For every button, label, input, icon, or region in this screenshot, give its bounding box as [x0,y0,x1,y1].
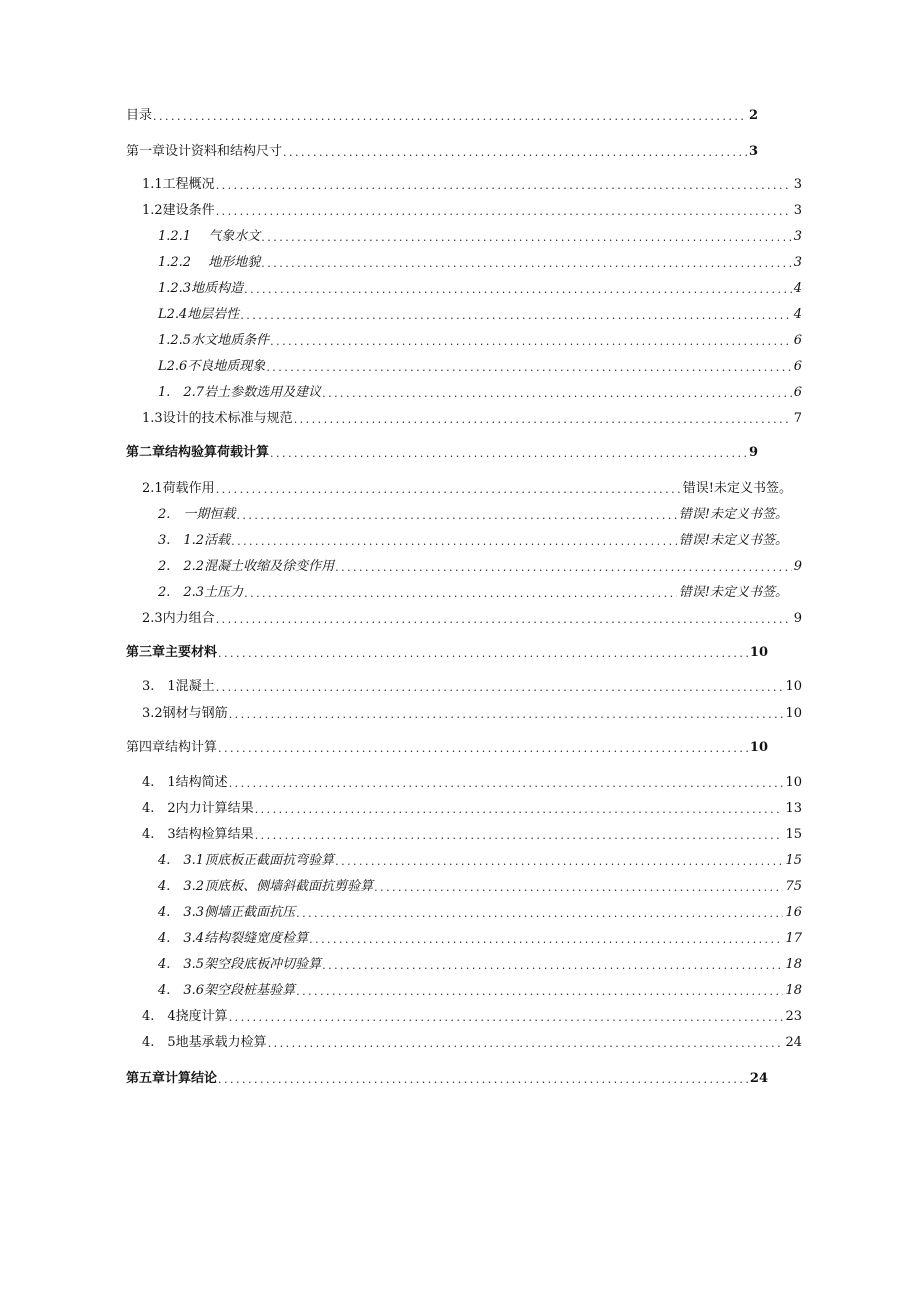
toc-entry-page: 9 [793,611,802,626]
dot-leader [335,559,792,577]
toc-entry-title: 4. 3.6架空段桩基验算 [158,983,296,998]
toc-entry-page: 3 [793,203,802,218]
toc-entry-chapter-4[interactable] [126,738,768,758]
dot-leader [236,507,676,525]
dot-leader [231,533,677,551]
toc-entry-3-2[interactable] [142,704,802,724]
dot-leader [261,255,792,273]
toc-entry-page: 17 [785,931,802,946]
toc-entry-1-2[interactable] [142,201,802,221]
toc-entry-title: 4. 3.2顶底板、侧墙斜截面抗剪验算 [158,879,374,894]
toc-entry-page: 10 [749,645,768,660]
toc-entry-4-3-6[interactable] [158,981,802,1001]
toc-entry-title: 3. 1混凝土 [142,679,215,694]
toc-entry-4-3-1[interactable] [158,851,802,871]
toc-entry-1-2-7[interactable] [158,383,802,403]
toc-entry-page: 15 [785,853,802,868]
dot-leader [270,333,792,351]
toc-entry-4-3-2[interactable] [158,877,802,897]
dot-leader [266,359,791,377]
toc-entry-2-1-1[interactable] [158,505,788,525]
toc-entry-title: 第四章结构计算 [126,740,218,755]
toc-entry-4-1[interactable] [142,773,802,793]
toc-entry-page: 4 [793,307,802,322]
toc-entry-page: 16 [785,905,802,920]
dot-leader [218,740,748,758]
toc-entry-title: 第五章计算结论 [126,1071,218,1086]
toc-entry-title: 2.1荷载作用 [142,481,215,496]
toc-entry-title: 3.2钢材与钢筋 [142,706,228,721]
toc-entry-page: 18 [785,957,802,972]
dot-leader [270,445,747,463]
toc-entry-title: 1. 2.7岩土参数选用及建议 [158,385,322,400]
toc-entry-title: 4. 5地基承载力检算 [142,1035,267,1050]
toc-entry-title: 1.3设计的技术标准与规范 [142,411,293,426]
toc-entry-page: 2 [748,108,758,123]
toc-entry-page: 3 [793,255,802,270]
dot-leader [255,801,784,819]
toc-entry-page: 3 [748,144,758,159]
toc-entry-title: 目录 [126,108,153,123]
toc-entry-page: 错误!未定义书签。 [678,585,788,600]
dot-leader [216,177,792,195]
toc-entry-chapter-2[interactable] [126,443,758,463]
toc-entry-title: 第二章结构验算荷载计算 [126,445,270,460]
toc-entry-page: 18 [785,983,802,998]
toc-entry-title: 第一章设计资料和结构尺寸 [126,144,283,159]
toc-entry-title: 2. 2.3土压力 [158,585,244,600]
toc-entry-page: 24 [749,1071,768,1086]
dot-leader [244,585,677,603]
toc-entry-page: 9 [748,445,758,460]
toc-entry-4-5[interactable] [142,1033,802,1053]
toc-entry-page: 13 [785,801,802,816]
toc-entry-page: 10 [785,706,802,721]
toc-entry-1-2-3[interactable] [158,279,802,299]
toc-entry-2-1-2[interactable] [158,531,788,551]
toc-entry-page: 10 [785,775,802,790]
dot-leader [374,879,783,897]
toc-entry-page: 23 [785,1009,802,1024]
toc-entry-page: 15 [785,827,802,842]
toc-entry-title: 1.2.2 地形地貌 [158,255,261,270]
toc-entry-page: 6 [793,385,802,400]
dot-leader [216,611,792,629]
toc-entry-title: 2. 2.2混凝土收缩及徐变作用 [158,559,335,574]
toc-entry-page: 错误!未定义书签。 [678,507,788,522]
toc-entry-page: 4 [793,281,802,296]
dot-leader [218,645,748,663]
dot-leader [335,853,783,871]
toc-entry-title: 4. 2内力计算结果 [142,801,254,816]
dot-leader [261,229,792,247]
toc-entry-4-2[interactable] [142,799,802,819]
toc-entry-3-1[interactable] [142,677,802,697]
dot-leader [216,203,792,221]
dot-leader [296,983,783,1001]
dot-leader [229,706,784,724]
toc-entry-title: 4. 3.4结构裂缝宽度检算 [158,931,309,946]
toc-entry-1-1[interactable] [142,175,802,195]
toc-entry-page: 错误!未定义书签。 [682,481,792,496]
toc-entry-page: 24 [785,1035,802,1050]
toc-entry-2-3[interactable] [142,609,802,629]
toc-entry-page: 75 [785,879,802,894]
toc-entry-page: 3 [793,229,802,244]
toc-entry-title: 2.3内力组合 [142,611,215,626]
toc-entry-title: 4. 3.3侧墙正截面抗压 [158,905,296,920]
toc-entry-1-2-1[interactable] [158,227,802,247]
toc-entry-chapter-3[interactable] [126,643,768,663]
toc-entry-1-2-2[interactable] [158,253,802,273]
toc-entry-title: 4. 3结构检算结果 [142,827,254,842]
toc-entry-page: 错误!未定义书签。 [678,533,788,548]
toc-entry-title: 1.2建设条件 [142,203,215,218]
toc-entry-title: 2. 一期恒载 [158,507,236,522]
toc-entry-title: 1.2.5水文地质条件 [158,333,270,348]
toc-entry-4-3[interactable] [142,825,802,845]
toc-entry-title: L2.4地层岩性 [158,307,240,322]
toc-entry-page: 9 [793,559,802,574]
toc-entry-chapter-5[interactable] [126,1069,768,1089]
dot-leader [240,307,791,325]
toc-entry-4-4[interactable] [142,1007,802,1027]
dot-leader [229,1009,784,1027]
toc-entry-title: 第三章主要材料 [126,645,218,660]
dot-leader [296,905,783,923]
toc-entry-title: 4. 3.1顶底板正截面抗弯验算 [158,853,335,868]
toc-entry-4-3-4[interactable] [158,929,802,949]
toc-entry-2-2-3[interactable] [158,583,788,603]
toc-entry-title: 1.2.1 气象水文 [158,229,261,244]
dot-leader [216,481,681,499]
dot-leader [244,281,792,299]
dot-leader [309,931,783,949]
toc-entry-title: 1.1工程概况 [142,177,215,192]
toc-entry-page: 7 [793,411,802,426]
dot-leader [255,827,784,845]
toc-entry-contents[interactable] [126,106,758,126]
toc-entry-1-2-4[interactable] [158,305,802,325]
toc-entry-title: L2.6不良地质现象 [158,359,266,374]
dot-leader [216,679,784,697]
toc-entry-chapter-1[interactable] [126,142,758,162]
toc-entry-title: 4. 4挠度计算 [142,1009,228,1024]
toc-entry-1-2-5[interactable] [158,331,802,351]
dot-leader [218,1071,748,1089]
dot-leader [283,144,747,162]
toc-entry-page: 6 [793,333,802,348]
toc-entry-4-3-5[interactable] [158,955,802,975]
toc-entry-2-2-2[interactable] [158,557,802,577]
toc-entry-page: 10 [785,679,802,694]
toc-entry-title: 4. 3.5架空段底板冲切验算 [158,957,322,972]
dot-leader [322,957,783,975]
dot-leader [268,1035,784,1053]
toc-entry-1-2-6[interactable] [158,357,802,377]
toc-entry-page: 6 [793,359,802,374]
dot-leader [322,385,792,403]
dot-leader [294,411,792,429]
toc-entry-page: 3 [793,177,802,192]
dot-leader [229,775,784,793]
toc-entry-2-1[interactable] [142,479,792,499]
toc-entry-4-3-3[interactable] [158,903,802,923]
toc-entry-1-3[interactable] [142,409,802,429]
toc-entry-title: 3. 1.2活载 [158,533,231,548]
toc-entry-page: 10 [749,740,768,755]
toc-entry-title: 4. 1结构简述 [142,775,228,790]
dot-leader [153,108,747,126]
toc-entry-title: 1.2.3地质构造 [158,281,244,296]
